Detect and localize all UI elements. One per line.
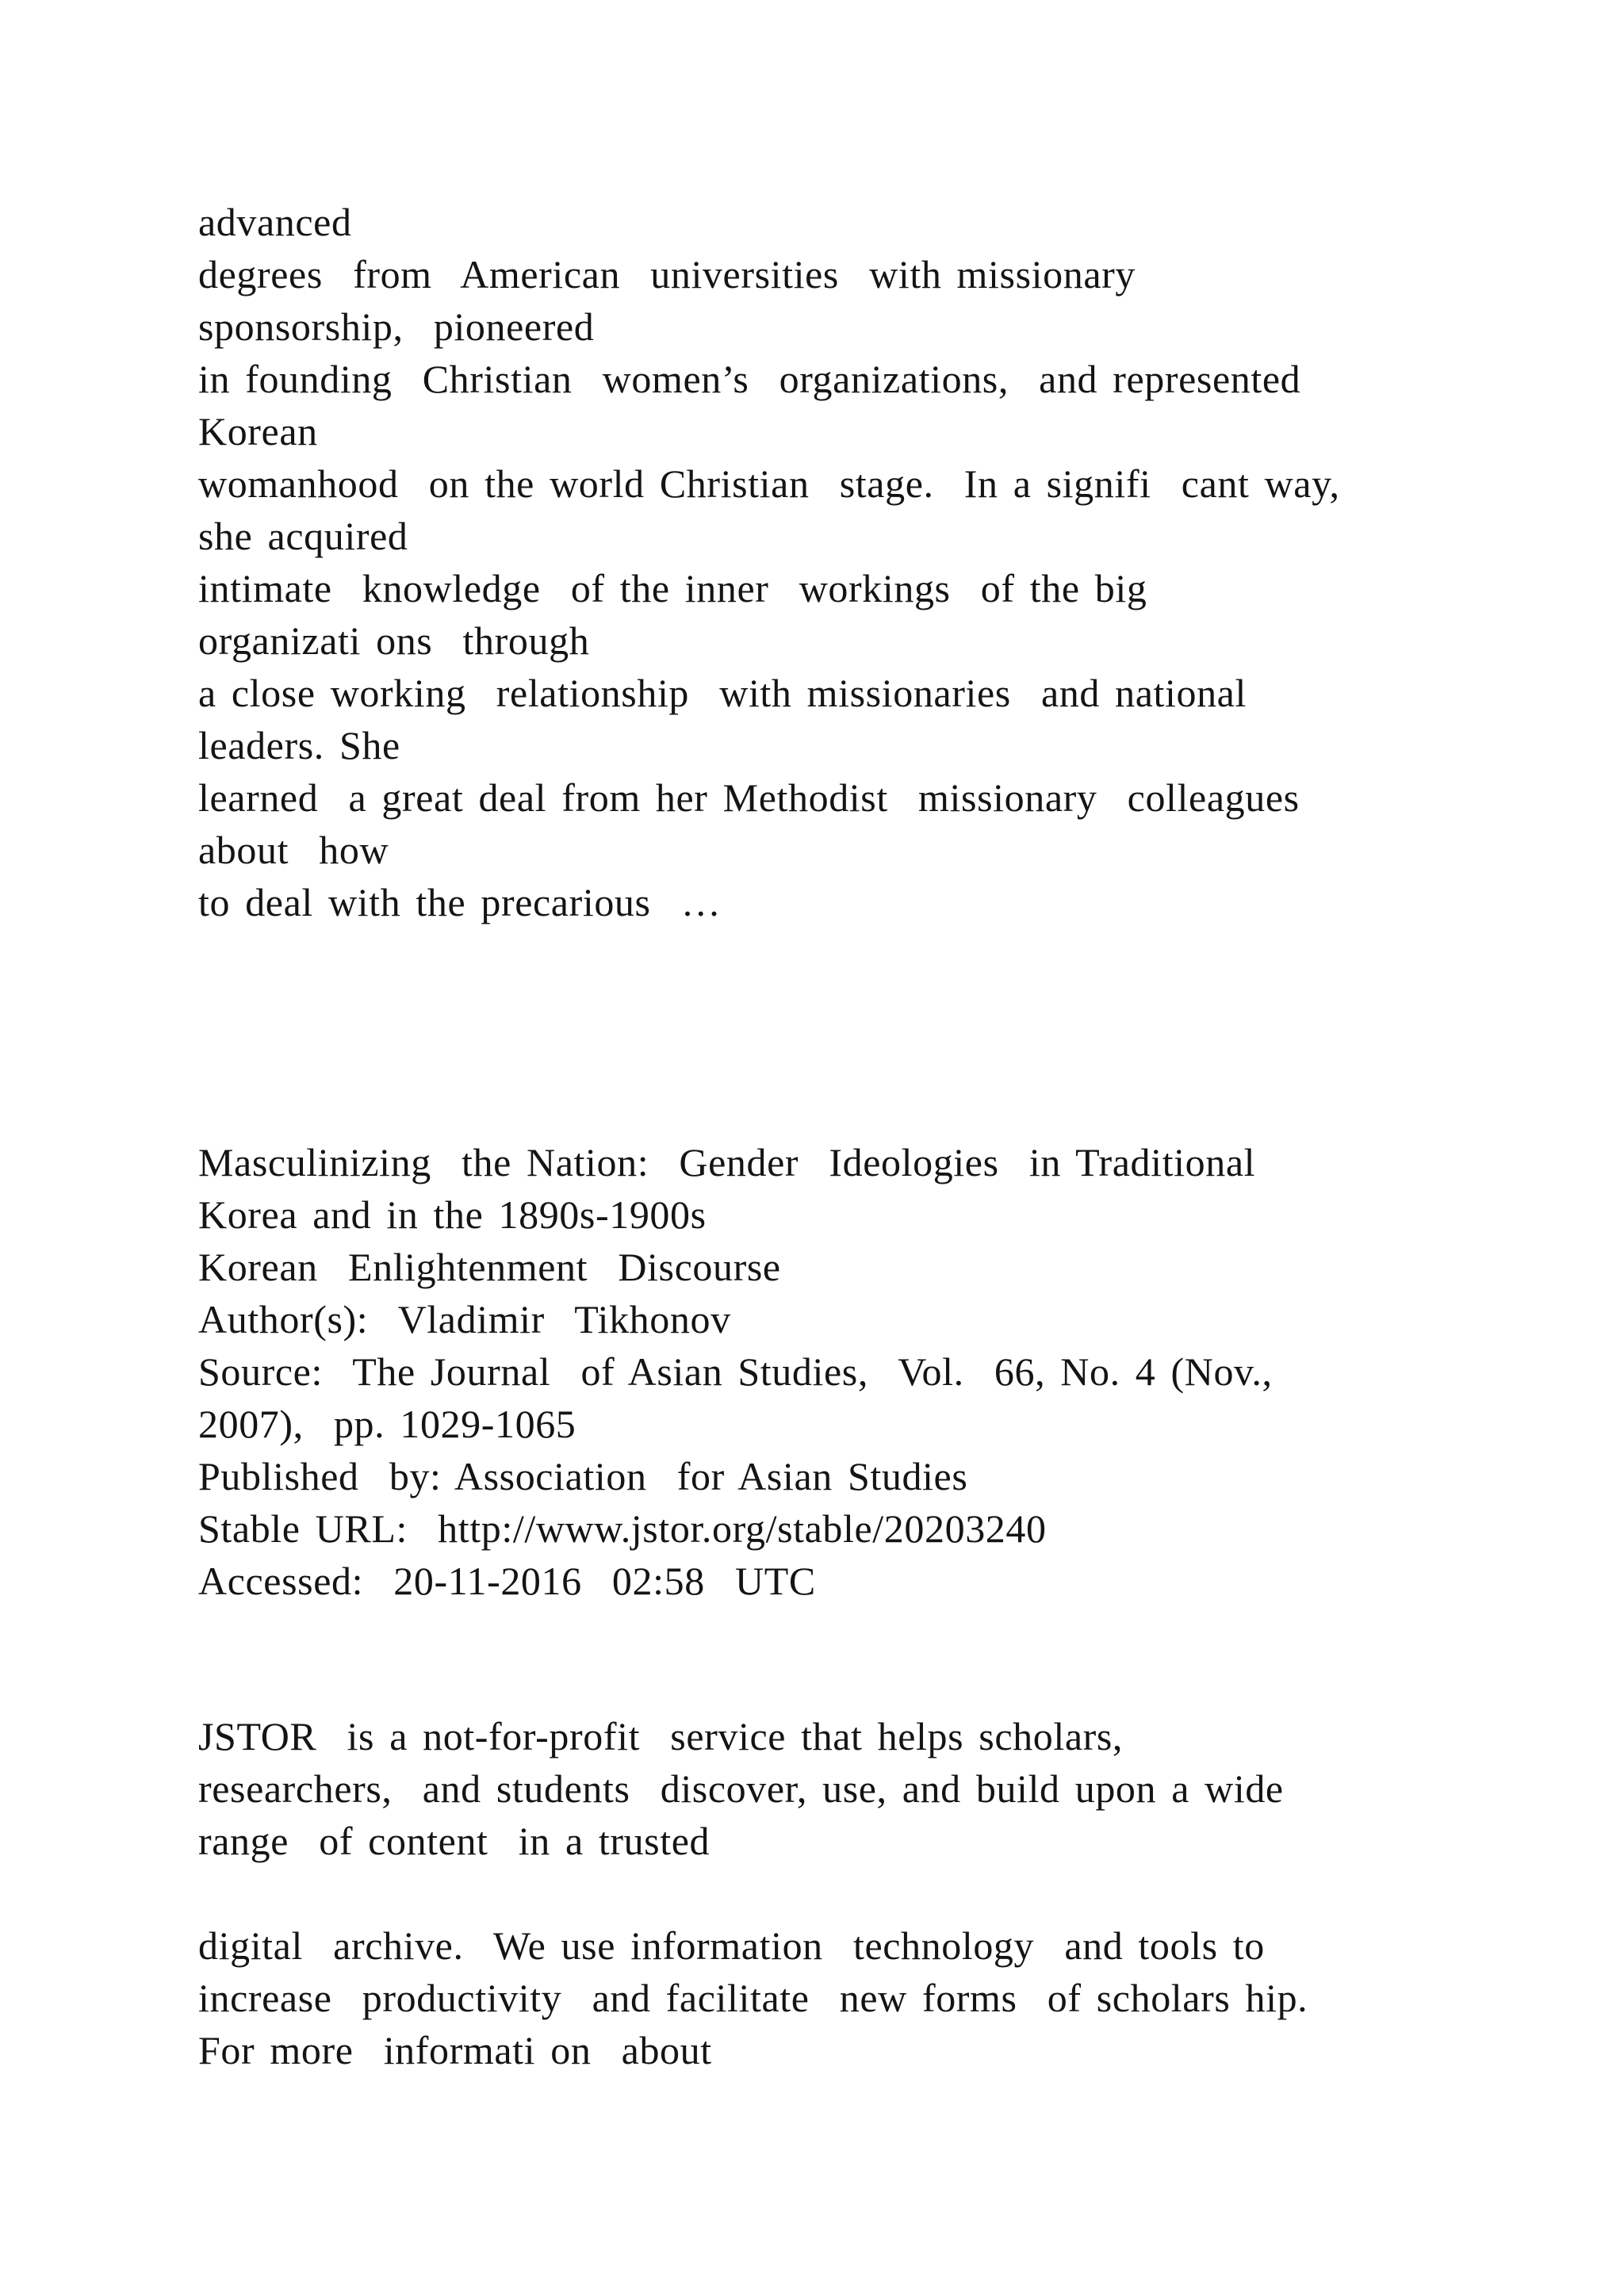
article-accessed: Accessed: 20-11-2016 02:58 UTC bbox=[198, 1559, 816, 1603]
excerpt-line: womanhood on the world Christian stage. In a signifi cant way, bbox=[198, 461, 1340, 506]
article-title-line-1: Masculinizing the Nation: Gender Ideologies in Traditional bbox=[198, 1140, 1256, 1184]
notice-line: researchers, and students discover, use, and build upon a wide bbox=[198, 1766, 1284, 1811]
excerpt-line: learned a great deal from her Methodist missionary colleagues bbox=[198, 775, 1300, 820]
article-stable-url: Stable URL: http://www.jstor.org/stable/20203240 bbox=[198, 1506, 1047, 1551]
article-title-line-2: Korea and in the 1890s-1900s bbox=[198, 1192, 707, 1237]
excerpt-line: degrees from American universities with missionary bbox=[198, 252, 1136, 297]
excerpt-line: sponsorship, pioneered bbox=[198, 304, 595, 349]
article-source-line-1: Source: The Journal of Asian Studies, Vol. 66, No. 4 (Nov., bbox=[198, 1349, 1273, 1394]
excerpt-line: a close working relationship with missionaries and national bbox=[198, 671, 1247, 715]
excerpt-line: she acquired bbox=[198, 514, 408, 558]
excerpt-line: Korean bbox=[198, 409, 318, 453]
excerpt-line: leaders. She bbox=[198, 723, 400, 767]
notice-line: range of content in a trusted bbox=[198, 1819, 710, 1863]
article-title-line-3: Korean Enlightenment Discourse bbox=[198, 1245, 781, 1289]
excerpt-line: about how bbox=[198, 828, 389, 872]
excerpt-line: organizati ons through bbox=[198, 618, 590, 663]
excerpt-line: in founding Christian women’s organizations, and represented bbox=[198, 357, 1301, 401]
article-author: Author(s): Vladimir Tikhonov bbox=[198, 1297, 731, 1341]
article-publisher: Published by: Association for Asian Studies bbox=[198, 1454, 968, 1498]
notice-line: digital archive. We use information technology and tools to bbox=[198, 1923, 1265, 1968]
notice-line: For more informati on about bbox=[198, 2028, 712, 2072]
article-source-line-2: 2007), pp. 1029-1065 bbox=[198, 1402, 576, 1446]
excerpt-line: advanced bbox=[198, 200, 352, 244]
notice-line: JSTOR is a not-for-profit service that helps scholars, bbox=[198, 1714, 1124, 1758]
excerpt-line: to deal with the precarious … bbox=[198, 880, 722, 924]
excerpt-line: intimate knowledge of the inner workings of the big bbox=[198, 566, 1147, 610]
notice-line: increase productivity and facilitate new forms of scholars hip. bbox=[198, 1976, 1308, 2020]
